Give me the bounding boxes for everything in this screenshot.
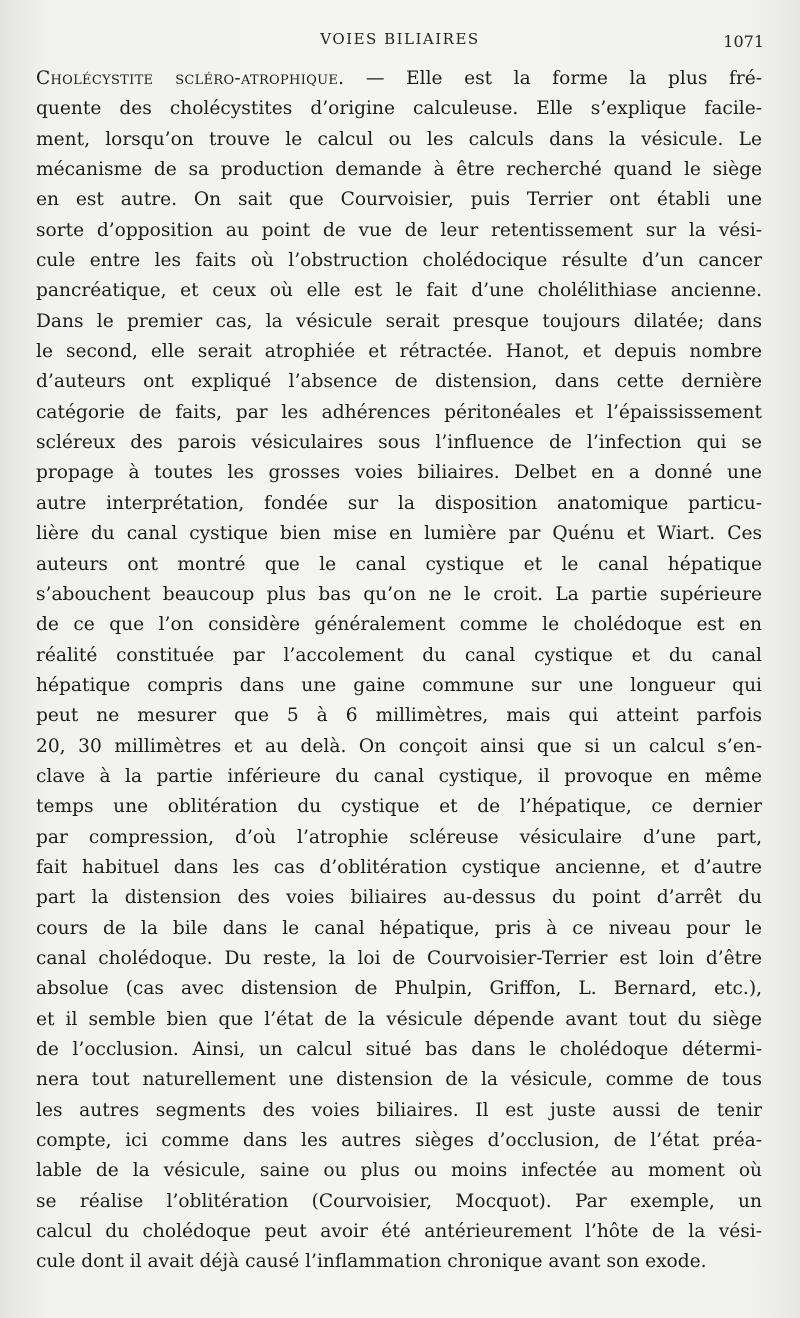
text-line: ment, lorsqu’on trouve le calcul ou les calculs dans la vésicule. Le: [36, 128, 762, 150]
text-line: cours de la bile dans le canal hépatique, pris à ce niveau pour le: [36, 917, 762, 939]
running-title: VOIES BILIAIRES: [320, 30, 480, 48]
text-line: de ce que l’on considère généralement comme le cholédoque est en: [36, 614, 762, 636]
text-line: fait habituel dans les cas d’oblitération cystique ancienne, et d’autre: [36, 856, 762, 878]
text-line: se réalise l’oblitération (Courvoisier, Mocquot). Par exemple, un: [36, 1190, 762, 1212]
text-line: lable de la vésicule, saine ou plus ou moins infectée au moment où: [36, 1160, 762, 1182]
text-line: hépatique compris dans une gaine commune sur une longueur qui: [36, 674, 762, 696]
body-paragraph: [36, 64, 762, 1278]
text-line: peut ne mesurer que 5 à 6 millimètres, mais qui atteint parfois: [36, 705, 762, 727]
text-line: lière du canal cystique bien mise en lumière par Quénu et Wiart. Ces: [36, 523, 762, 545]
text-line: nera tout naturellement une distension de la vésicule, comme de tous: [36, 1069, 762, 1091]
text-line: temps une oblitération du cystique et de l’hépatique, ce dernier: [36, 796, 762, 818]
text-line: s’abouchent beaucoup plus bas qu’on ne le croit. La partie supérieure: [36, 583, 762, 605]
text-line: scléreux des parois vésiculaires sous l’influence de l’infection qui se: [36, 432, 762, 454]
text-line: sorte d’opposition au point de vue de leur retentissement sur la vési-: [36, 219, 762, 241]
text-line: absolue (cas avec distension de Phulpin, Griffon, L. Bernard, etc.),: [36, 978, 762, 1000]
text-line: calcul du cholédoque peut avoir été antérieurement l’hôte de la vési-: [36, 1221, 762, 1243]
text-line: auteurs ont montré que le canal cystique et le canal hépatique: [36, 553, 762, 575]
text-line: de l’occlusion. Ainsi, un calcul situé bas dans le cholédoque détermi-: [36, 1039, 762, 1060]
text-line: autre interprétation, fondée sur la disposition anatomique particu-: [36, 492, 762, 514]
text-line: canal cholédoque. Du reste, la loi de Courvoisier-Terrier est loin d’être: [36, 947, 762, 969]
text-line: catégorie de faits, par les adhérences péritonéales et l’épaississement: [36, 401, 762, 423]
text-line: par compression, d’où l’atrophie scléreuse vésiculaire d’une part,: [36, 826, 762, 848]
text-line: et il semble bien que l’état de la vésicule dépende avant tout du siège: [36, 1008, 762, 1030]
text-line: le second, elle serait atrophiée et rétractée. Hanot, et depuis nombre: [36, 341, 762, 363]
text-line: quente des cholécystites d’origine calculeuse. Elle s’explique facile-: [36, 98, 762, 120]
text-line: les autres segments des voies biliaires. Il est juste aussi de tenir: [36, 1099, 762, 1121]
text-line: réalité constituée par l’accolement du canal cystique et du canal: [36, 644, 762, 666]
text-line: en est autre. On sait que Courvoisier, puis Terrier ont établi une: [36, 189, 762, 211]
text-line: Dans le premier cas, la vésicule serait presque toujours dilatée; dans: [36, 310, 762, 332]
text-line: [36, 64, 762, 94]
text-line: part la distension des voies biliaires au-dessus du point d’arrêt du: [36, 887, 762, 909]
section-heading-continuation: — Elle est la forme la plus fré-: [344, 68, 763, 89]
page-number: 1071: [723, 32, 764, 51]
text-line: propage à toutes les grosses voies biliaires. Delbet en a donné une: [36, 462, 762, 484]
text-line: clave à la partie inférieure du canal cystique, il provoque en même: [36, 765, 762, 787]
text-line: compte, ici comme dans les autres sièges d’occlusion, de l’état préa-: [36, 1130, 762, 1152]
text-line: d’auteurs ont expliqué l’absence de distension, dans cette dernière: [36, 371, 762, 393]
section-heading: Cholécystite scléro-atrophique.: [36, 68, 345, 89]
text-line: mécanisme de sa production demande à être recherché quand le siège: [36, 159, 762, 181]
running-head: [36, 30, 764, 56]
text-line: cule entre les faits où l’obstruction cholédocique résulte d’un cancer: [36, 250, 762, 272]
text-line: pancréatique, et ceux où elle est le fait d’une cholélithiase ancienne.: [36, 280, 762, 302]
text-line: 20, 30 millimètres et au delà. On conçoit ainsi que si un calcul s’en-: [36, 735, 762, 757]
text-line: cule dont il avait déjà causé l’inflammation chronique avant son exode.: [36, 1251, 707, 1273]
